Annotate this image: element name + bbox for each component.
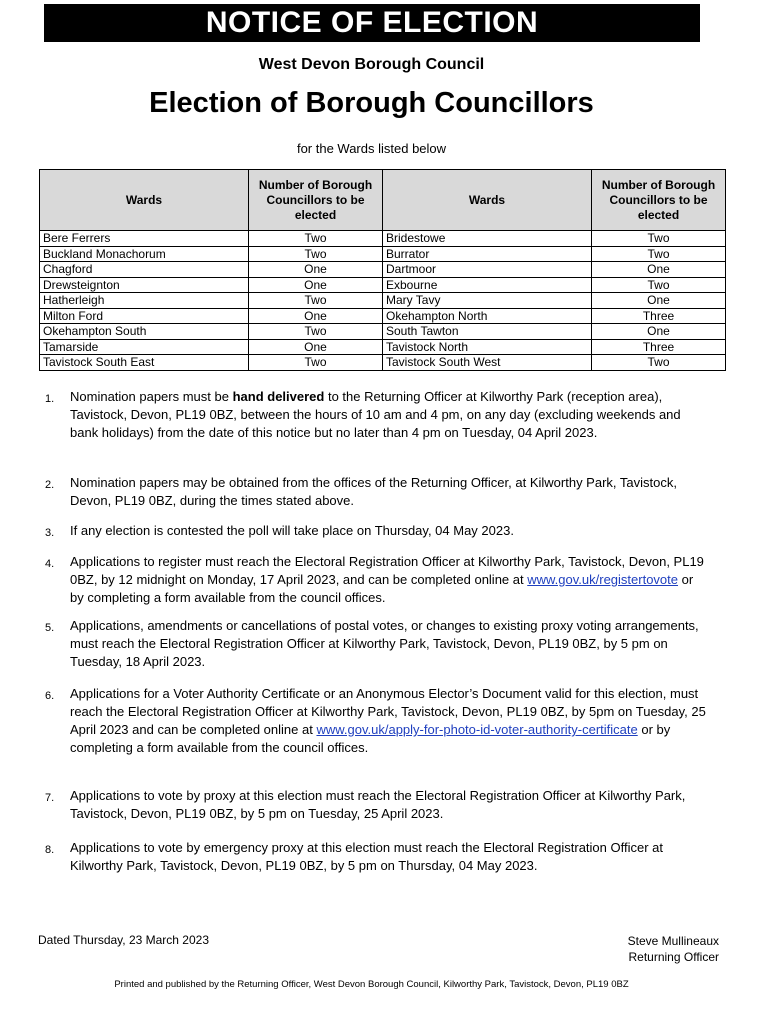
note-number: 4. — [45, 558, 55, 570]
ward-cell: Tavistock South West — [383, 355, 592, 371]
ward-cell: Tavistock South East — [40, 355, 249, 371]
ward-cell: Buckland Monachorum — [40, 246, 249, 262]
ward-cell: South Tawton — [383, 324, 592, 340]
ward-cell: Mary Tavy — [383, 293, 592, 309]
ward-cell: Okehampton South — [40, 324, 249, 340]
note-text: Applications to vote by emergency proxy at this election must reach the Electoral Registration Officer at Kilworthy Park, Tavistock, Devon, PL19 0BZ, by 5 pm on Thursday, 04 May 2023. — [70, 840, 663, 873]
councillors-count-cell: One — [592, 293, 726, 309]
councillors-count-cell: One — [249, 308, 383, 324]
note-text-part: or by completing a form available from the council offices. — [70, 722, 671, 755]
note-text — [70, 388, 710, 442]
signature-block — [628, 933, 719, 965]
ward-cell: Exbourne — [383, 277, 592, 293]
councillors-count-cell: Two — [249, 231, 383, 247]
table-row — [40, 355, 726, 371]
note-text-part: to the Returning Officer at Kilworthy Park (reception area), Tavistock, Devon, PL19 0BZ, between the hours of 10 am and 4 pm, on any day (excluding weekends and bank holidays) from the date of this notice but no later than 4 pm on Tuesday, 04 April 2023. — [70, 389, 681, 440]
table-row — [40, 308, 726, 324]
ward-cell: Tamarside — [40, 339, 249, 355]
note-text-part: Applications to register must reach the Electoral Registration Officer at Kilworthy Park, Tavistock, Devon, PL19 0BZ, by 12 midnight on Monday, 17 April 2023, and can be completed online at — [70, 554, 704, 587]
number-header: Number of Borough Councillors to be elected — [592, 170, 726, 231]
note-text-part: or by completing a form available from the council offices. — [70, 572, 694, 605]
number-header: Number of Borough Councillors to be elected — [249, 170, 383, 231]
wards-table — [39, 169, 726, 371]
signer-name: Steve Mullineaux — [627, 934, 719, 948]
note-text: Nomination papers may be obtained from the offices of the Returning Officer, at Kilworthy Park, Tavistock, Devon, PL19 0BZ, during the times stated above. — [70, 475, 677, 508]
table-row — [40, 339, 726, 355]
table-row — [40, 293, 726, 309]
councillors-count-cell: Two — [249, 293, 383, 309]
wards-header: Wards — [40, 170, 249, 231]
note-number: 6. — [45, 690, 55, 702]
councillors-count-cell: Two — [249, 324, 383, 340]
councillors-count-cell: Two — [592, 246, 726, 262]
table-row — [40, 231, 726, 247]
page-title: Election of Borough Councillors — [149, 87, 594, 119]
note-number: 2. — [45, 479, 55, 491]
table-row — [40, 262, 726, 278]
table-header-row — [40, 170, 726, 231]
note-text — [70, 553, 710, 607]
wards-header: Wards — [383, 170, 592, 231]
table-row — [40, 324, 726, 340]
councillors-count-cell: Two — [592, 277, 726, 293]
note-text: If any election is contested the poll will take place on Thursday, 04 May 2023. — [70, 523, 514, 538]
councillors-count-cell: One — [592, 324, 726, 340]
council-name: West Devon Borough Council — [258, 56, 485, 73]
councillors-count-cell: Two — [592, 355, 726, 371]
note-text: Applications, amendments or cancellations of postal votes, or changes to existing proxy voting arrangements, must reach the Electoral Registration Officer at Kilworthy Park, Tavistock, Devon, PL19 0BZ, by 5 pm on Tuesday, 18 April 2023. — [70, 618, 699, 669]
councillors-count-cell: Two — [249, 246, 383, 262]
note-number: 5. — [45, 622, 55, 634]
ward-cell: Milton Ford — [40, 308, 249, 324]
ward-cell: Hatherleigh — [40, 293, 249, 309]
note-emphasis: hand delivered — [232, 389, 325, 404]
page-subtitle: for the Wards listed below — [296, 141, 447, 156]
ward-cell: Okehampton North — [383, 308, 592, 324]
councillors-count-cell: Two — [249, 355, 383, 371]
signer-title: Returning Officer — [628, 950, 719, 964]
councillors-count-cell: One — [249, 277, 383, 293]
ward-cell: Chagford — [40, 262, 249, 278]
ward-cell: Dartmoor — [383, 262, 592, 278]
table-row — [40, 277, 726, 293]
table-row — [40, 246, 726, 262]
ward-cell: Bere Ferrers — [40, 231, 249, 247]
ward-cell: Drewsteignton — [40, 277, 249, 293]
note-link[interactable]: www.gov.uk/registertovote — [527, 572, 679, 587]
note-text-part: Nomination papers must be — [70, 389, 233, 404]
notice-banner: NOTICE OF ELECTION — [44, 4, 700, 42]
councillors-count-cell: Three — [592, 308, 726, 324]
councillors-count-cell: Three — [592, 339, 726, 355]
note-text-part: Applications for a Voter Authority Certificate or an Anonymous Elector’s Document valid for this election, must reach the Electoral Registration Officer at Kilworthy Park, Tavistock, Devon, PL19 0BZ, by 5pm on Tuesday, 25 April 2023 and can be completed online at — [70, 686, 706, 737]
ward-cell: Bridestowe — [383, 231, 592, 247]
ward-cell: Tavistock North — [383, 339, 592, 355]
councillors-count-cell: One — [592, 262, 726, 278]
note-text — [70, 685, 710, 757]
note-number: 7. — [45, 792, 55, 804]
note-number: 3. — [45, 527, 55, 539]
councillors-count-cell: Two — [592, 231, 726, 247]
councillors-count-cell: One — [249, 262, 383, 278]
ward-cell: Burrator — [383, 246, 592, 262]
imprint-footer: Printed and published by the Returning Officer, West Devon Borough Council, Kilworthy Park, Tavistock, Devon, PL19 0BZ — [114, 979, 629, 990]
note-link[interactable]: www.gov.uk/apply-for-photo-id-voter-authority-certificate — [316, 722, 638, 737]
note-number: 8. — [45, 844, 55, 856]
councillors-count-cell: One — [249, 339, 383, 355]
note-text: Applications to vote by proxy at this election must reach the Electoral Registration Officer at Kilworthy Park, Tavistock, Devon, PL19 0BZ, by 5 pm on Tuesday, 25 April 2023. — [70, 788, 686, 821]
note-number: 1. — [45, 393, 55, 405]
date-line: Dated Thursday, 23 March 2023 — [38, 933, 209, 947]
